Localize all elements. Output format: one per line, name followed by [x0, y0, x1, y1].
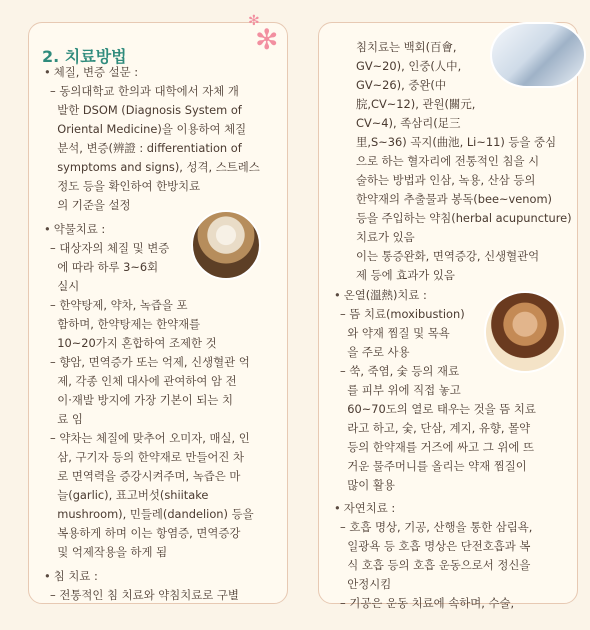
- body-line: 등을 주입하는 약침(herbal acupuncture): [356, 211, 572, 225]
- body-line: 里,S~36) 곡지(曲池, Li~11) 등을 중심: [356, 135, 557, 149]
- body-line: – 대상자의 체질 및 변증: [50, 241, 170, 255]
- body-line: 제, 각종 인체 대사에 관여하여 암 전: [50, 374, 237, 388]
- body-line: 식 호흡 등의 호흡 운동으로서 정신을: [340, 558, 531, 572]
- body-line: 발한 DSOM (Diagnosis System of: [50, 103, 242, 117]
- body-line: GV~26), 중완(中: [356, 78, 447, 92]
- body-line: 침치료는 백회(百會,: [356, 40, 457, 54]
- body-line: 분석, 변증(辨證 : differentiation of: [50, 141, 242, 155]
- body-line: 안정시킴: [340, 577, 392, 591]
- body-line: – 쑥, 죽염, 숯 등의 재료: [340, 364, 460, 378]
- flower-decoration: ✻: [248, 13, 260, 29]
- section-title: 2. 치료방법: [42, 47, 127, 66]
- body-line: 복용하게 하며 이는 항염증, 면역증강: [50, 526, 241, 540]
- body-line: 술하는 방법과 인삼, 녹용, 산삼 등의: [356, 173, 536, 187]
- body-line: – 약차는 체질에 맞추어 오미자, 매실, 인: [50, 431, 250, 445]
- body-line: 실시: [50, 279, 80, 293]
- body-line: 많이 활용: [340, 478, 395, 492]
- body-line: 에 따라 하루 3~6회: [50, 260, 159, 274]
- body-line: 의 기준을 설정: [50, 198, 131, 212]
- body-line: Oriental Medicine)을 이용하여 체질: [50, 122, 247, 136]
- pharmacy-photo: [191, 210, 261, 280]
- body-line: – 뜸 치료(moxibustion): [340, 307, 465, 321]
- body-line: 정도 등을 확인하여 한방치료: [50, 179, 201, 193]
- body-line: 등의 한약재를 거즈에 싸고 그 위에 뜨: [340, 440, 535, 454]
- body-line: 거운 물주머니를 올리는 약재 찜질이: [340, 459, 527, 473]
- body-line: 늘(garlic), 표고버섯(shiitake: [50, 488, 209, 502]
- body-line: symptoms and signs), 성격, 스트레스: [50, 160, 260, 174]
- section-label: • 침 치료 :: [44, 567, 98, 586]
- body-line: 60~70도의 열로 태우는 것을 뜸 치료: [340, 402, 536, 416]
- doctor-photo: [484, 291, 566, 373]
- body-line: 를 피부 위에 직접 놓고: [340, 383, 461, 397]
- flower-decoration-large: ✻: [255, 23, 279, 56]
- section-label: • 체질, 변증 설문 :: [44, 63, 138, 82]
- body-line: – 호흡 명상, 기공, 산행을 통한 삼림욕,: [340, 520, 533, 534]
- body-line: 脘,CV~12), 관원(關元,: [356, 97, 476, 111]
- body-line: 이는 통증완화, 면역증강, 신생혈관억: [356, 249, 540, 263]
- body-line: CV~4), 족삼리(足三: [356, 116, 461, 130]
- section-label: • 약물치료 :: [44, 220, 105, 239]
- body-line: – 전통적인 침 치료와 약침치료로 구별: [50, 588, 239, 602]
- body-line: 료 임: [50, 412, 83, 426]
- section-label: • 자연치료 :: [334, 499, 395, 518]
- body-line: – 동의대학교 한의과 대학에서 자체 개: [50, 84, 239, 98]
- body-line: 및 억제작용을 하게 됨: [50, 545, 168, 559]
- body-line: 로 면역력을 증강시켜주며, 녹즙은 마: [50, 469, 241, 483]
- section-label: • 온열(溫熱)치료 :: [334, 286, 427, 305]
- body-line: 와 약재 찜질 및 목욕: [340, 326, 450, 340]
- body-line: 일광욕 등 호흡 명상은 단전호흡과 복: [340, 539, 531, 553]
- body-line: – 한약탕제, 약차, 녹즙을 포: [50, 298, 188, 312]
- body-line: – 향암, 면역증가 또는 억제, 신생혈관 억: [50, 355, 250, 369]
- body-line: 한약재의 추출물과 봉독(bee~venom): [356, 192, 552, 206]
- body-line: 을 주로 사용: [340, 345, 410, 359]
- body-line: 으로 하는 혈자리에 전통적인 침을 시: [356, 154, 540, 168]
- body-line: GV~20), 인중(人中,: [356, 59, 462, 73]
- body-line: – 기공은 운동 치료에 속하며, 수술,: [340, 596, 515, 610]
- body-line: 10~20가지 혼합하여 조제한 것: [50, 336, 217, 350]
- body-line: 이·재발 방지에 가장 기본이 되는 치: [50, 393, 234, 407]
- clinic-photo: [490, 22, 586, 88]
- body-line: 삼, 구기자 등의 한약재로 만들어진 차: [50, 450, 245, 464]
- body-line: 라고 하고, 숯, 단삼, 계지, 유향, 몰약: [340, 421, 531, 435]
- body-line: 함하며, 한약탕제는 한약재를: [50, 317, 201, 331]
- body-line: 치료가 있음: [356, 230, 415, 244]
- body-line: 제 등에 효과가 있음: [356, 268, 455, 282]
- body-line: mushroom), 민들레(dandelion) 등을: [50, 507, 254, 521]
